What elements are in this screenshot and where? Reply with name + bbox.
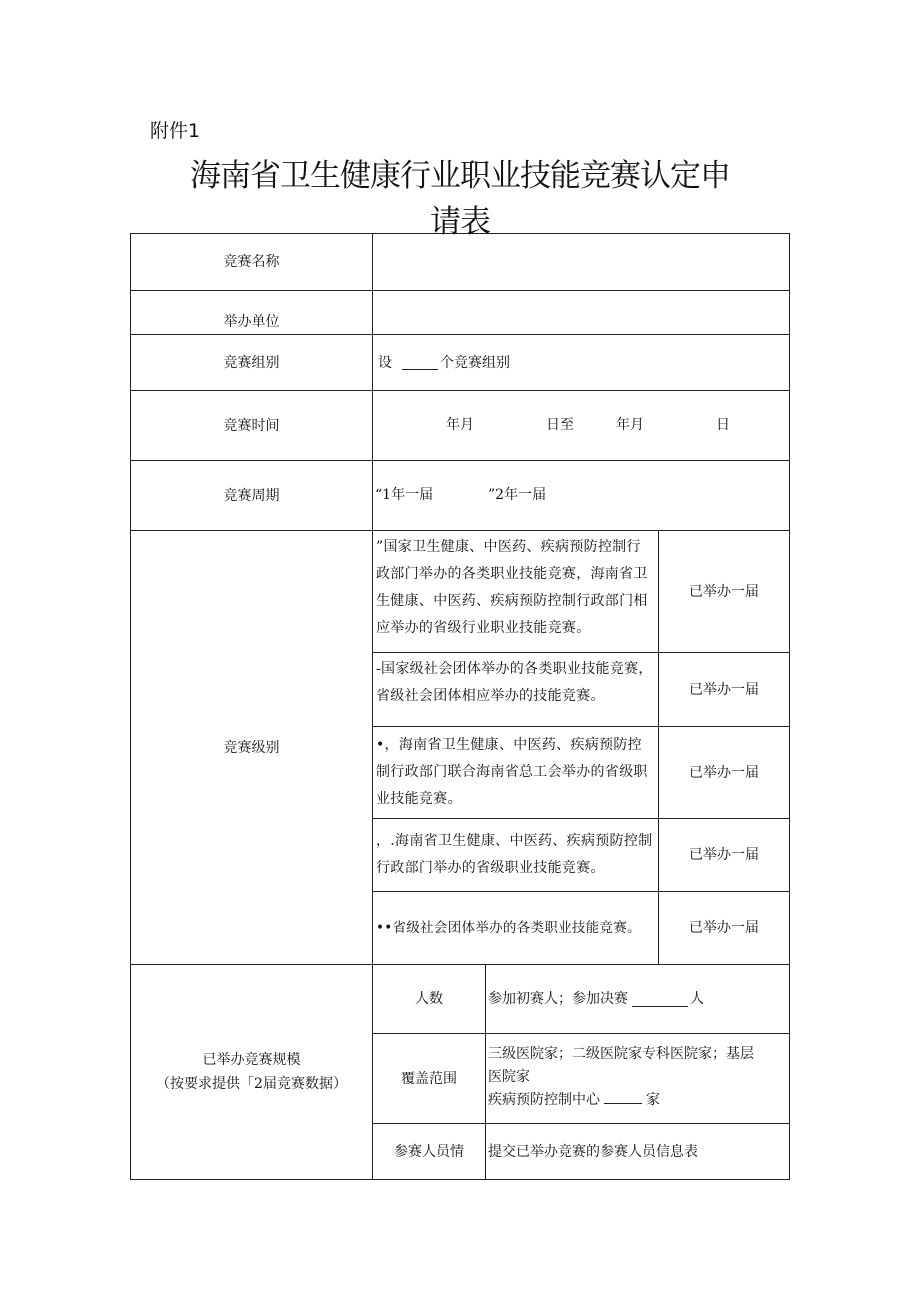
time-field[interactable] — [372, 390, 790, 461]
cycle-option-1-year[interactable]: “1年一届 — [375, 487, 434, 503]
level-option-5-text: ••省级社会团体举办的各类职业技能竞赛。 — [376, 919, 641, 936]
cycle-label — [130, 460, 373, 531]
participants-prefix: 参加初赛人；参加决赛 — [488, 991, 628, 1007]
group-field[interactable] — [372, 334, 790, 391]
level-option-2[interactable] — [372, 652, 659, 727]
name-label — [130, 233, 373, 291]
level-option-3-held-text: 已举办一届 — [689, 764, 759, 781]
start-day-to: 日至 — [546, 417, 574, 433]
scale-note: （按要求提供「2届竞赛数据） — [156, 1076, 347, 1092]
level-option-4[interactable] — [372, 818, 659, 892]
participants-suffix: 人 — [690, 991, 704, 1007]
level-option-3-held[interactable] — [658, 726, 790, 819]
level-option-5-held[interactable] — [658, 891, 790, 965]
coverage-line-2: 医院家 — [488, 1069, 530, 1085]
coverage-line-3-prefix: 疾病预防控制中心 — [488, 1092, 600, 1108]
personnel-label-text: 参赛人员情 — [394, 1143, 464, 1160]
group-label — [130, 334, 373, 391]
cdc-count-blank[interactable] — [604, 1089, 642, 1104]
time-label — [130, 390, 373, 461]
coverage-field[interactable] — [485, 1033, 790, 1124]
cycle-label-text: 竞赛周期 — [223, 487, 280, 504]
level-option-4-text: ，.海南省卫生健康、中医药、疾病预防控制行政部门举办的省级职业技能竞赛。 — [376, 833, 653, 876]
page-title-continued: 请表 — [430, 204, 490, 240]
level-option-1[interactable] — [372, 530, 659, 653]
cycle-field — [372, 460, 790, 531]
personnel-field[interactable] — [485, 1123, 790, 1180]
organizer-field[interactable] — [372, 290, 790, 335]
end-day: 日 — [716, 417, 730, 433]
start-year-month: 年月 — [446, 417, 474, 433]
level-option-1-text: ”国家卫生健康、中医药、疾病预防控制行政部门举办的各类职业技能竞赛，海南省卫生健康、中医药、疾病预防控制行政部门相应举办的省级行业职业技能竞赛。 — [376, 539, 648, 636]
organizer-label — [130, 290, 373, 335]
group-label-text: 竞赛组别 — [223, 354, 280, 371]
group-count-blank[interactable] — [402, 355, 438, 370]
scale-label — [130, 964, 373, 1180]
level-option-3-text: •，海南省卫生健康、中医药、疾病预防控制行政部门联合海南省总工会举办的省级职业技能竞赛。 — [376, 737, 648, 807]
level-option-2-held[interactable] — [658, 652, 790, 727]
name-field[interactable] — [372, 233, 790, 291]
group-prefix: 设 — [378, 354, 392, 371]
page-title: 海南省卫生健康行业职业技能竞赛认定申 — [190, 158, 730, 194]
participants-label — [372, 964, 486, 1034]
coverage-label — [372, 1033, 486, 1124]
level-option-3[interactable] — [372, 726, 659, 819]
level-option-4-held[interactable] — [658, 818, 790, 892]
level-option-2-text: -国家级社会团体举办的各类职业技能竞赛，省级社会团体相应举办的技能竞赛。 — [376, 661, 653, 704]
final-count-blank[interactable] — [632, 992, 688, 1007]
coverage-line-3-suffix: 家 — [646, 1092, 660, 1108]
end-year-month: 年月 — [616, 417, 644, 433]
scale-label-text: 已举办竞赛规模 — [202, 1052, 301, 1068]
name-label-text: 竞赛名称 — [223, 254, 280, 270]
coverage-line-1: 三级医院家；二级医院家专科医院家；基层 — [488, 1046, 754, 1062]
level-option-1-held-text: 已举办一届 — [689, 583, 759, 600]
personnel-label — [372, 1123, 486, 1180]
level-option-5-held-text: 已举办一届 — [689, 920, 759, 936]
participants-field[interactable] — [485, 964, 790, 1034]
level-option-1-held[interactable] — [658, 530, 790, 653]
cycle-option-2-year[interactable]: ”2年一届 — [488, 487, 547, 503]
attachment-label: 附件1 — [150, 120, 201, 142]
time-label-text: 竞赛时间 — [223, 417, 280, 434]
level-option-4-held-text: 已举办一届 — [689, 847, 759, 863]
group-suffix: 个竞赛组别 — [440, 354, 510, 371]
level-option-5[interactable] — [372, 891, 659, 965]
coverage-line-3 — [488, 1089, 787, 1112]
level-label — [130, 530, 373, 965]
participants-label-text: 人数 — [415, 991, 443, 1007]
coverage-label-text: 覆盖范围 — [401, 1070, 457, 1087]
personnel-value: 提交已举办竞赛的参赛人员信息表 — [488, 1143, 698, 1160]
level-option-2-held-text: 已举办一届 — [689, 681, 759, 698]
organizer-label-text: 举办单位 — [223, 314, 280, 330]
level-label-text: 竞赛级别 — [223, 739, 280, 756]
